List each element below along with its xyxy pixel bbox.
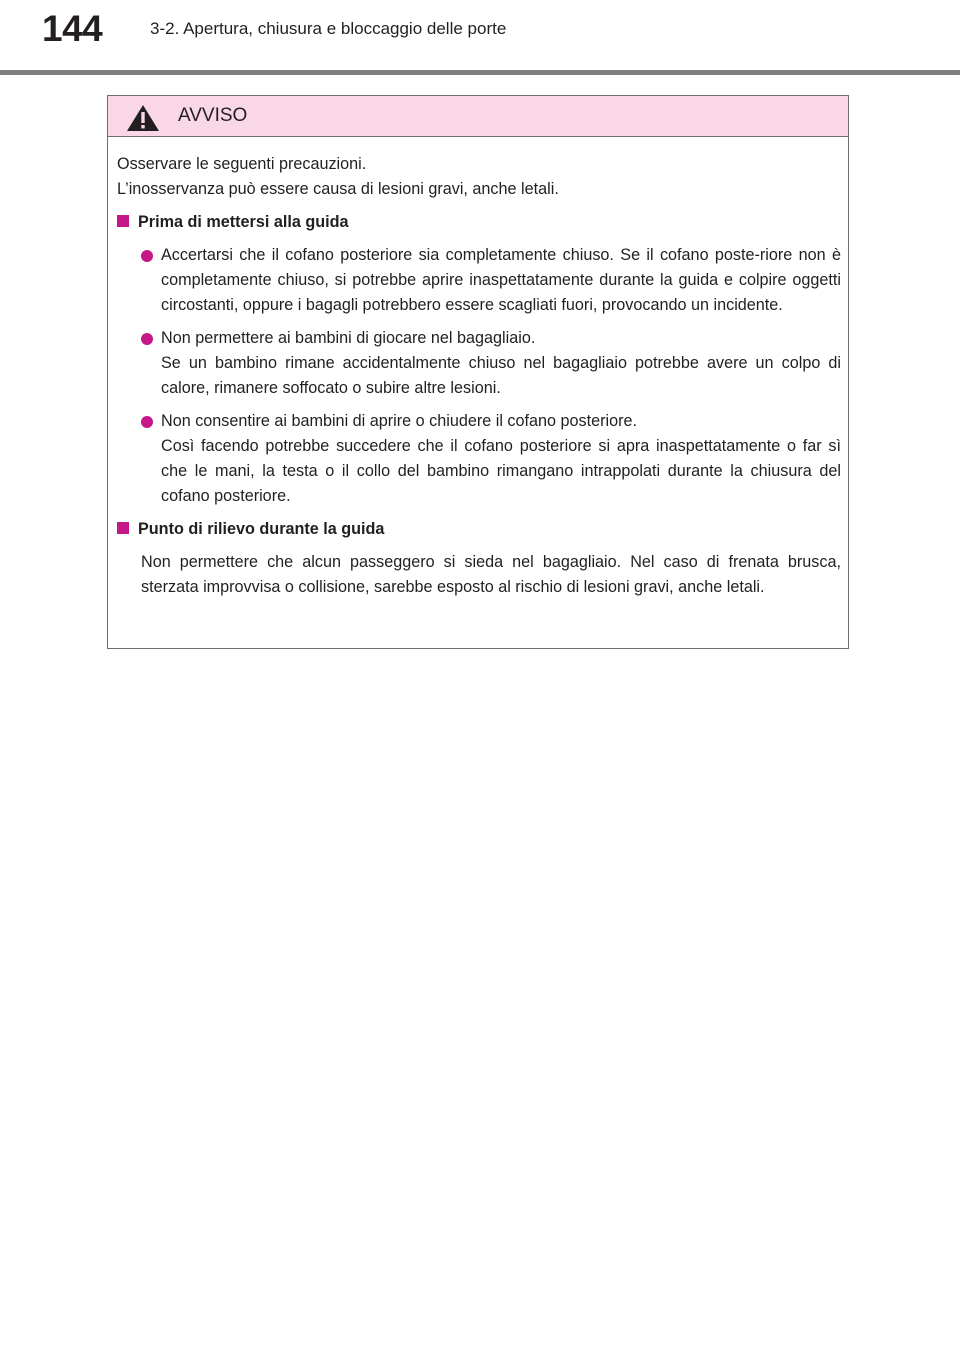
warning-triangle-icon <box>126 104 160 132</box>
square-bullet-icon <box>117 522 129 534</box>
section-heading <box>117 210 841 235</box>
list-item <box>117 409 841 509</box>
page-number: 144 <box>42 8 103 49</box>
header-divider <box>0 70 960 75</box>
bullet-paragraph: Non consentire ai bambini di aprire o chiudere il cofano posteriore. <box>161 412 637 430</box>
warning-header <box>108 96 848 137</box>
intro-line: L’inosservanza può essere causa di lesioni gravi, anche letali. <box>117 180 559 198</box>
warning-title: AVVISO <box>178 105 248 126</box>
bullet-paragraph: Accertarsi che il cofano posteriore sia completamente chiuso. Se il cofano poste-riore non è completamente chiuso, si potrebbe aprire inaspettatamente durante la guida e colpire oggetti circostanti, oppure i bagagli potrebbero essere scagliati fuori, provocando un incidente. <box>161 246 841 314</box>
list-item <box>117 326 841 401</box>
bullet-paragraph: Non permettere ai bambini di giocare nel bagagliaio. <box>161 329 536 347</box>
page-header <box>0 0 960 80</box>
intro-line: Osservare le seguenti precauzioni. <box>117 155 367 173</box>
section-heading-text: Punto di rilievo durante la guida <box>138 520 385 538</box>
circle-bullet-icon <box>141 250 153 262</box>
circle-bullet-icon <box>141 416 153 428</box>
list-item <box>117 243 841 318</box>
circle-bullet-icon <box>141 333 153 345</box>
warning-box <box>107 95 849 649</box>
section-title: 3-2. Apertura, chiusura e bloccaggio delle porte <box>150 19 507 38</box>
warning-intro <box>117 152 841 202</box>
bullet-paragraph: Così facendo potrebbe succedere che il cofano posteriore si apra inaspettatamente o far sì che le mani, la testa o il collo del bambino rimangano intrappolati durante la chiusura del cofano posteriore. <box>161 437 841 505</box>
section-heading <box>117 517 841 542</box>
section-heading-text: Prima di mettersi alla guida <box>138 213 349 231</box>
section-paragraph: Non permettere che alcun passeggero si sieda nel bagagliaio. Nel caso di frenata brusca, sterzata improvvisa o collisione, sarebbe esposto al rischio di lesioni gravi, anche letali. <box>141 553 841 596</box>
warning-body <box>117 152 841 600</box>
bullet-paragraph: Se un bambino rimane accidentalmente chiuso nel bagagliaio potrebbe avere un colpo di calore, rimanere soffocato o subire altre lesioni. <box>161 354 841 397</box>
square-bullet-icon <box>117 215 129 227</box>
